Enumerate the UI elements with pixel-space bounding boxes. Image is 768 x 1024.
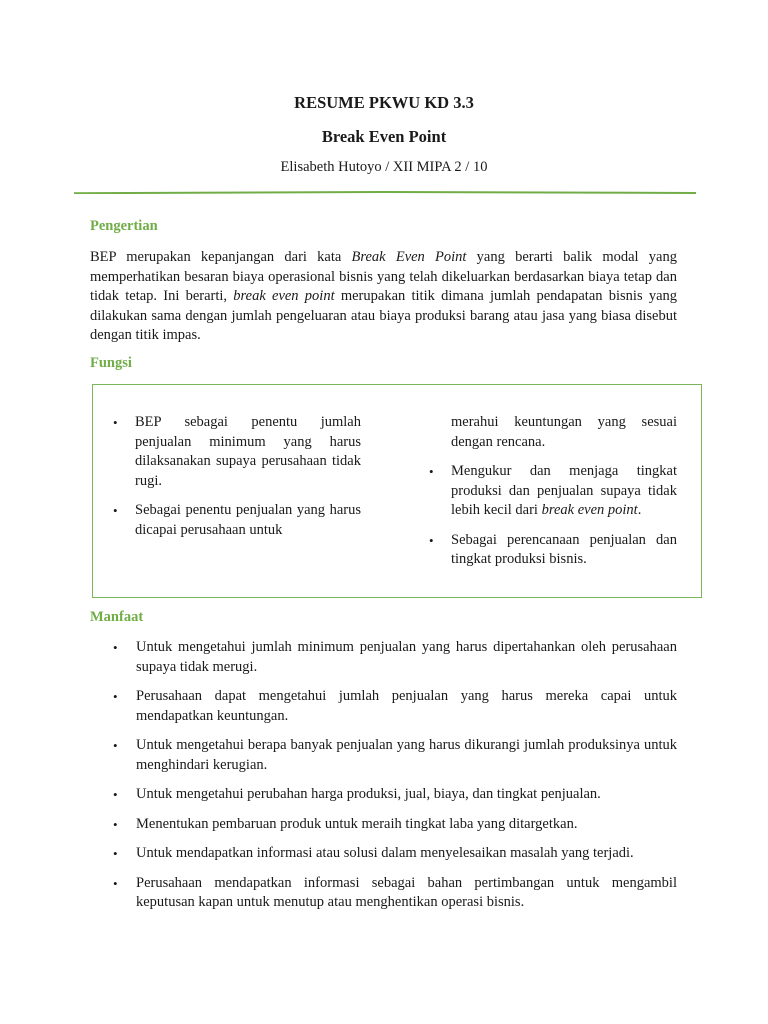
bullet-icon: • — [113, 503, 118, 518]
list-item-text: Mengukur dan menjaga tingkat produksi dan penjualan supaya tidak lebih kecil dari — [451, 463, 677, 518]
list-item — [113, 844, 677, 864]
list-item-text: Untuk mengetahui berapa banyak penjualan yang harus dikurangi jumlah produksinya untuk menghindari kerugian. — [136, 737, 677, 773]
list-item — [113, 501, 361, 540]
bullet-icon: • — [429, 532, 434, 548]
bullet-icon: • — [113, 415, 118, 430]
section-heading-fungsi: Fungsi — [90, 355, 132, 371]
document-subtitle: Break Even Point — [321, 127, 447, 146]
list-item — [429, 462, 677, 521]
list-item-text: Perusahaan dapat mengetahui jumlah penjualan yang harus mereka capai untuk mendapatkan keuntungan. — [136, 688, 677, 724]
list-item-text: Untuk mengetahui jumlah minimum penjualan yang harus dipertahankan oleh perusahaan supaya tidak merugi. — [136, 639, 677, 675]
pengertian-text-2: yang berarti balik modal yang memperhatikan besaran biaya operasional bisnis yang telah dikeluarkan berdasarkan biaya tetap dan tidak tetap. Ini berarti, — [90, 249, 677, 304]
bullet-icon: • — [113, 689, 118, 704]
list-item — [113, 413, 361, 491]
bullet-icon: • — [113, 846, 118, 861]
fungsi-list-right — [429, 462, 677, 570]
document-title: RESUME PKWU KD 3.3 — [294, 93, 474, 112]
list-item-text: Untuk mendapatkan informasi atau solusi dalam menyelesaikan masalah yang terjadi. — [136, 845, 634, 861]
author-line: Elisabeth Hutoyo / XII MIPA 2 / 10 — [280, 159, 488, 175]
list-item-text: BEP sebagai penentu jumlah penjualan minimum yang harus dilaksanakan supaya perusahaan tidak rugi. — [135, 414, 361, 489]
list-item-text-end: . — [637, 502, 642, 518]
pengertian-term-1: Break Even Point — [351, 249, 467, 265]
list-item-text: Untuk mengetahui perubahan harga produksi, jual, biaya, dan tingkat penjualan. — [136, 786, 601, 802]
list-item — [113, 815, 677, 835]
list-item — [113, 874, 677, 913]
list-item-text: Sebagai penentu penjualan yang harus dicapai perusahaan untuk — [135, 502, 361, 538]
list-item — [113, 687, 677, 726]
list-item-term: break even point — [541, 502, 638, 518]
pengertian-text-3: merupakan titik dimana jumlah pendapatan bisnis yang dilakukan sama dengan jumlah pengeluaran atau biaya produksi barang atau jasa yang biasa disebut dengan titik impas. — [90, 288, 678, 343]
list-item — [113, 785, 677, 805]
bullet-icon: • — [113, 816, 118, 832]
list-item-text: Sebagai perencanaan penjualan dan tingkat produksi bisnis. — [451, 531, 677, 567]
bullet-icon: • — [113, 875, 118, 891]
fungsi-column-right — [429, 413, 677, 580]
pengertian-paragraph — [90, 248, 677, 346]
list-item — [113, 736, 677, 775]
bullet-icon: • — [113, 640, 118, 655]
list-item — [113, 638, 677, 677]
section-heading-pengertian: Pengertian — [90, 218, 158, 234]
list-item-text: Menentukan pembaruan produk untuk meraih tingkat laba yang ditargetkan. — [136, 815, 578, 832]
fungsi-list-left — [113, 413, 361, 550]
section-heading-manfaat: Manfaat — [90, 609, 144, 625]
pengertian-text-1: BEP merupakan kepanjangan dari kata — [90, 249, 352, 265]
bullet-icon: • — [113, 787, 118, 802]
list-item-text: Perusahaan mendapatkan informasi sebagai bahan pertimbangan untuk mengambil keputusan kapan untuk menutup atau menghentikan operasi bisnis. — [136, 874, 677, 910]
title-divider — [74, 191, 696, 194]
manfaat-list — [113, 638, 677, 923]
bullet-icon: • — [113, 738, 118, 753]
pengertian-term-2: break even point — [233, 288, 335, 304]
list-item — [429, 531, 677, 570]
list-item-continuation: merahui keuntungan yang sesuai dengan rencana. — [451, 414, 677, 450]
bullet-icon: • — [429, 464, 434, 479]
